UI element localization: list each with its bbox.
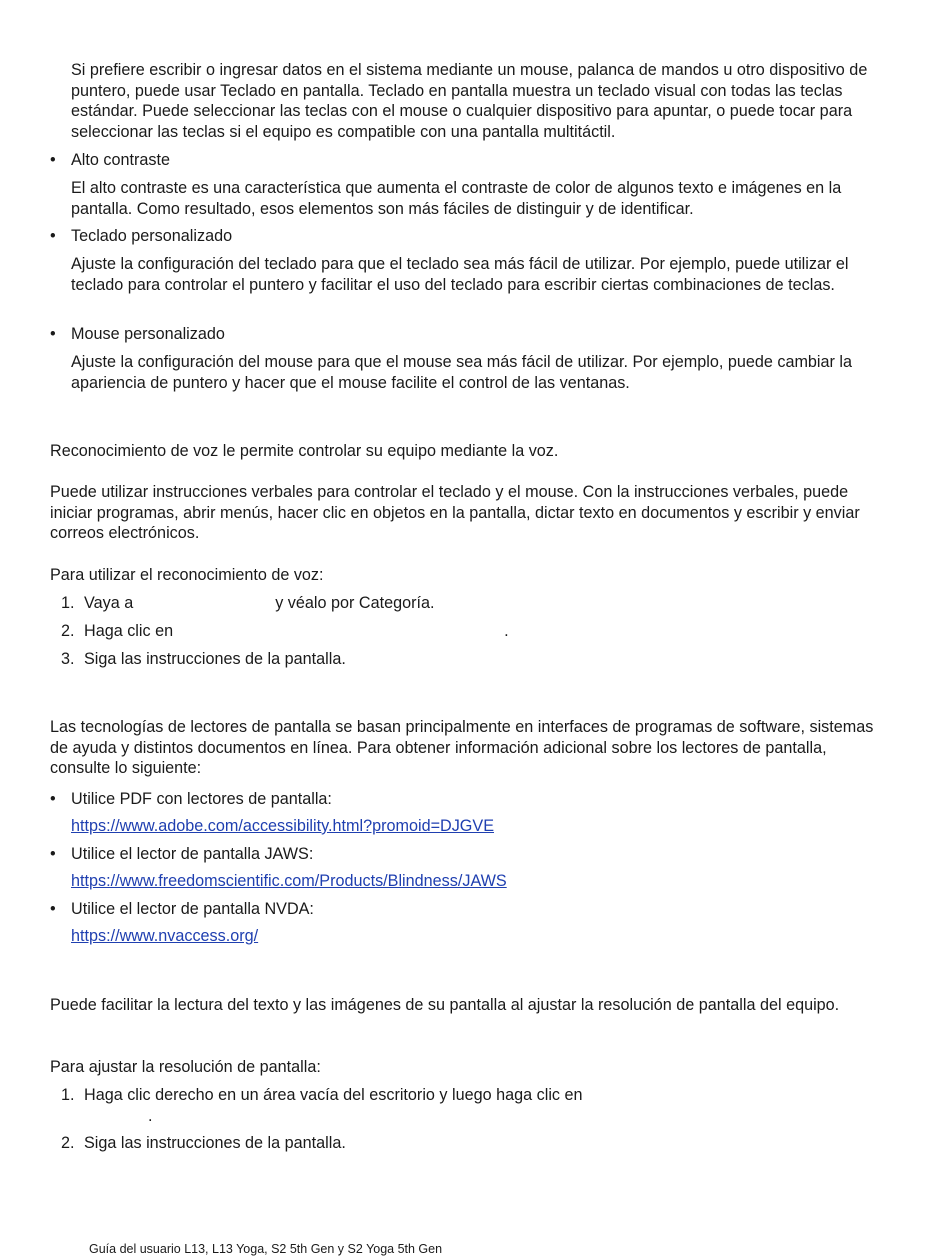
resolution-step-1-end: . xyxy=(148,1107,153,1125)
nvda-link[interactable]: https://www.nvaccess.org/ xyxy=(71,927,259,945)
voice-step-1: 1. Vaya a y véalo por Categoría. xyxy=(61,594,435,612)
bullet-icon: • xyxy=(50,790,56,808)
feature-description: El alto contraste es una característica que aumenta el contraste de color de algunos texto e imágenes en la pantalla. Como resultado, esos elementos son más fáciles de distinguir y de identificar. xyxy=(71,179,842,218)
bullet-icon: • xyxy=(50,900,56,918)
screen-reader-label: Utilice el lector de pantalla NVDA: xyxy=(71,900,314,918)
bullet-icon: • xyxy=(50,227,56,245)
screen-reader-label: Utilice el lector de pantalla JAWS: xyxy=(71,845,314,863)
on-screen-keyboard-paragraph: Si prefiere escribir o ingresar datos en el sistema mediante un mouse, palanca de mandos u otro dispositivo de puntero, puede usar Teclado en pantalla. Teclado en pantalla muestra un teclado visual con todas las teclas estándar. Puede seleccionar las teclas con el mouse o cualquier dispositivo para apuntar, o puede tocar para seleccionar las teclas si el equipo es compatible con una pantalla multitáctil. xyxy=(71,61,868,141)
resolution-steps-intro: Para ajustar la resolución de pantalla: xyxy=(50,1058,321,1076)
voice-step-3: 3. Siga las instrucciones de la pantalla. xyxy=(61,650,346,668)
resolution-step-2: 2. Siga las instrucciones de la pantalla. xyxy=(61,1134,346,1152)
feature-description: Ajuste la configuración del teclado para que el teclado sea más fácil de utilizar. Por ejemplo, puede utilizar el teclado para controlar el puntero y facilitar el uso del teclado para escribir ciertas combinaciones de teclas. xyxy=(71,255,849,294)
resolution-step-1: 1. Haga clic derecho en un área vacía del escritorio y luego haga clic en xyxy=(61,1086,583,1104)
bullet-icon: • xyxy=(50,845,56,863)
bullet-icon: • xyxy=(50,151,56,169)
feature-title: Mouse personalizado xyxy=(71,325,225,343)
feature-title: Teclado personalizado xyxy=(71,227,233,245)
page-footer: Guía del usuario L13, L13 Yoga, S2 5th Gen y S2 Yoga 5th Gen xyxy=(89,1242,443,1256)
resolution-intro: Puede facilitar la lectura del texto y las imágenes de su pantalla al ajustar la resolución de pantalla del equipo. xyxy=(50,996,840,1014)
adobe-accessibility-link[interactable]: https://www.adobe.com/accessibility.html?promoid=DJGVE xyxy=(71,817,494,835)
jaws-link[interactable]: https://www.freedomscientific.com/Products/Blindness/JAWS xyxy=(71,872,507,890)
screen-reader-label: Utilice PDF con lectores de pantalla: xyxy=(71,790,332,808)
voice-step-2: 2. Haga clic en . xyxy=(61,622,509,640)
voice-intro: Reconocimiento de voz le permite controlar su equipo mediante la voz. xyxy=(50,442,559,460)
feature-description: Ajuste la configuración del mouse para que el mouse sea más fácil de utilizar. Por ejemplo, puede cambiar la apariencia de puntero y hacer que el mouse facilite el control de las ventanas. xyxy=(71,353,853,392)
feature-title: Alto contraste xyxy=(71,151,170,169)
screen-readers-intro: Las tecnologías de lectores de pantalla se basan principalmente en interfaces de programas de software, sistemas de ayuda y distintos documentos en línea. Para obtener información adicional sobre los lectores de pantalla, consulte lo siguiente: xyxy=(50,718,874,778)
voice-details: Puede utilizar instrucciones verbales para controlar el teclado y el mouse. Con la instrucciones verbales, puede iniciar programas, abrir menús, hacer clic en objetos en la pantalla, dictar texto en documentos y escribir y enviar correos electrónicos. xyxy=(50,483,860,543)
voice-steps-intro: Para utilizar el reconocimiento de voz: xyxy=(50,566,324,584)
bullet-icon: • xyxy=(50,325,56,343)
